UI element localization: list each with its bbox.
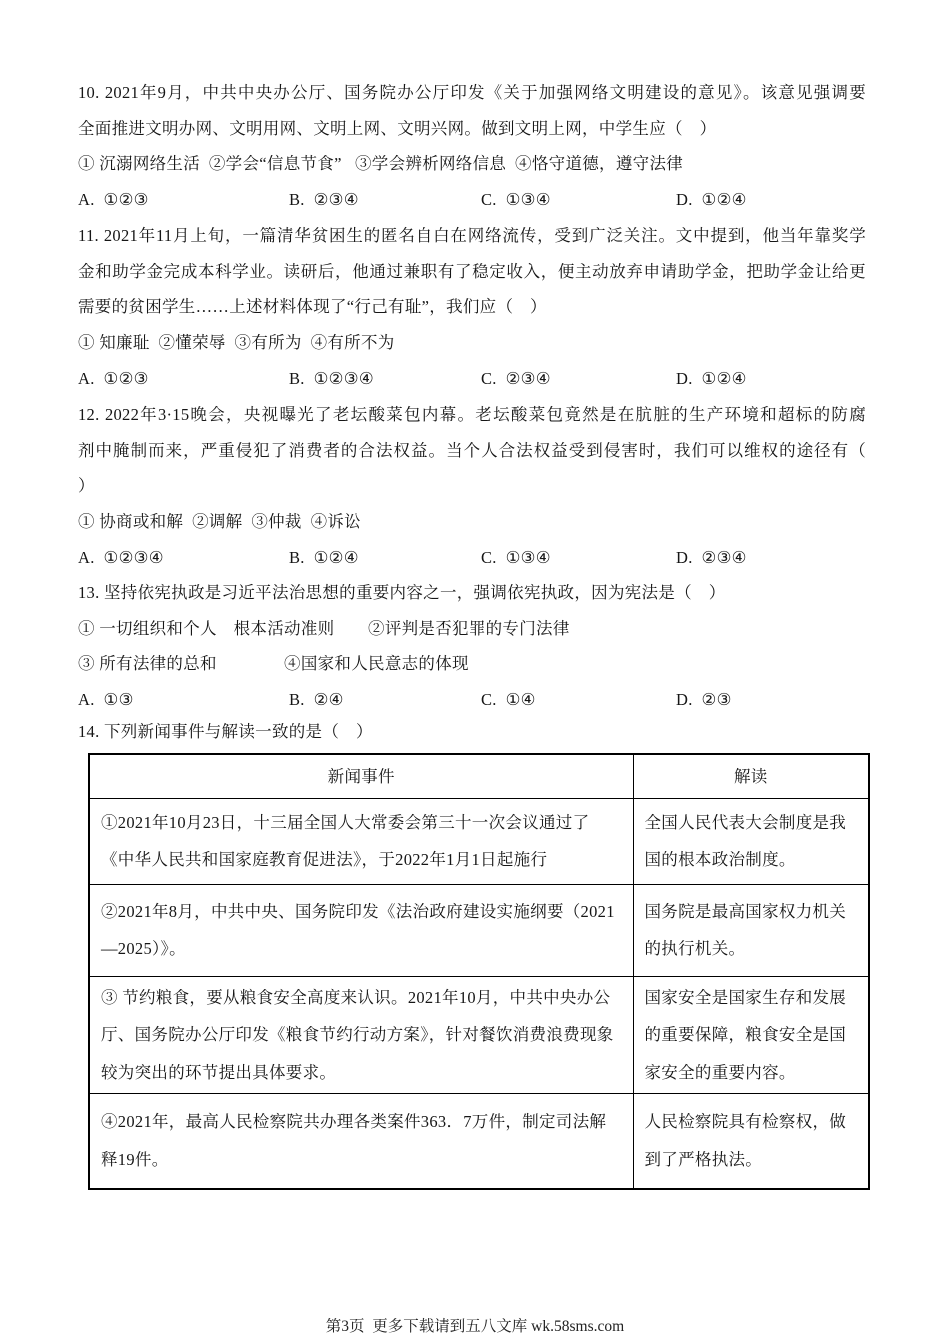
table-row [89, 798, 869, 884]
interpretation-cell: 全国人民代表大会制度是我国的根本政治制度。 [633, 798, 869, 884]
question-13 [78, 575, 866, 718]
question-11-stem-line-3: 需要的贫困学生……上述材料体现了“行己有耻”，我们应（ ） [78, 297, 547, 317]
question-12-items: ① 协商或和解 ②调解 ③仲裁 ④诉讼 [78, 512, 361, 532]
question-12-choice-a: A. ①②③④ [78, 547, 164, 567]
question-11-choice-c: C. ②③④ [481, 368, 551, 388]
question-12-stem-line-1: 12. 2022年3·15晚会，央视曝光了老坛酸菜包内幕。老坛酸菜包竟然是在肮脏的生产环境和超标的防腐 [78, 405, 866, 424]
question-10-choice-b: B. ②③④ [289, 190, 359, 210]
question-13-items-line-2: ③ 所有法律的总和 ④国家和人民意志的体现 [78, 654, 469, 674]
question-10-choice-c: C. ①③④ [481, 190, 551, 210]
question-11-stem-line-1: 11. 2021年11月上旬，一篇清华贫困生的匿名自白在网络流传，受到广泛关注。文中提到，他当年靠奖学 [78, 226, 866, 245]
table-row [89, 884, 869, 976]
question-12-stem-line-3: ） [78, 476, 95, 496]
question-14-table [88, 753, 870, 1190]
question-12 [78, 397, 866, 575]
question-12-choice-d: D. ②③④ [676, 547, 747, 567]
page-footer: 第3页 更多下载请到五八文库 wk.58sms.com [325, 1318, 625, 1335]
interpretation-cell: 人民检察院具有检察权，做到了严格执法。 [633, 1094, 869, 1189]
question-14 [78, 714, 866, 750]
question-11-choice-b: B. ①②③④ [289, 368, 374, 388]
table-row [89, 1094, 869, 1189]
question-10-stem-line-2: 全面推进文明办网、文明用网、文明上网、文明兴网。做到文明上网，中学生应（ ） [78, 118, 717, 138]
question-12-choice-b: B. ①②④ [289, 547, 359, 567]
news-event-cell: ②2021年8月，中共中央、国务院印发《法治政府建设实施纲要（2021—2025）》。 [89, 884, 633, 976]
question-10 [78, 75, 866, 218]
question-13-items-line-1: ① 一切组织和个人 根本活动准则 ②评判是否犯罪的专门法律 [78, 618, 570, 638]
question-13-choices [78, 682, 866, 718]
table-header-news-event: 新闻事件 [89, 754, 633, 798]
question-10-choices [78, 182, 866, 218]
question-13-stem-line-1: 13. 坚持依宪执政是习近平法治思想的重要内容之一，强调依宪执政，因为宪法是（ ） [78, 583, 726, 602]
interpretation-cell: 国务院是最高国家权力机关的执行机关。 [633, 884, 869, 976]
question-10-choice-d: D. ①②④ [676, 190, 747, 210]
question-13-choice-d: D. ②③ [676, 690, 732, 710]
news-event-cell: ④2021年，最高人民检察院共办理各类案件363．7万件，制定司法解释19件。 [89, 1094, 633, 1189]
question-14-stem-line-1: 14. 下列新闻事件与解读一致的是（ ） [78, 722, 373, 741]
question-11-choices [78, 361, 866, 397]
interpretation-cell: 国家安全是国家生存和发展的重要保障，粮食安全是国家安全的重要内容。 [633, 976, 869, 1094]
question-11-choice-a: A. ①②③ [78, 368, 149, 388]
news-event-cell: ①2021年10月23日，十三届全国人大常委会第三十一次会议通过了《中华人民共和国家庭教育促进法》，于2022年1月1日起施行 [89, 798, 633, 884]
question-10-stem-line-1: 10. 2021年9月，中共中央办公厅、国务院办公厅印发《关于加强网络文明建设的意见》。该意见强调要 [78, 83, 866, 102]
question-13-choice-b: B. ②④ [289, 690, 344, 710]
question-11-items: ① 知廉耻 ②懂荣辱 ③有所为 ④有所不为 [78, 333, 395, 353]
question-10-items: ① 沉溺网络生活 ②学会“信息节食” ③学会辨析网络信息 ④恪守道德，遵守法律 [78, 154, 684, 174]
question-12-stem-line-2: 剂中腌制而来，严重侵犯了消费者的合法权益。当个人合法权益受到侵害时，我们可以维权的途径有（ [78, 440, 866, 460]
news-event-cell: ③ 节约粮食，要从粮食安全高度来认识。2021年10月，中共中央办公厅、国务院办公厅印发《粮食节约行动方案》，针对餐饮消费浪费现象较为突出的环节提出具体要求。 [89, 976, 633, 1094]
question-11 [78, 218, 866, 396]
table-header-interpretation: 解读 [633, 754, 869, 798]
question-12-choices [78, 540, 866, 576]
table-row [89, 976, 869, 1094]
question-11-choice-d: D. ①②④ [676, 368, 747, 388]
question-10-choice-a: A. ①②③ [78, 190, 149, 210]
question-11-stem-line-2: 金和助学金完成本科学业。读研后，他通过兼职有了稳定收入，便主动放弃申请助学金，把助学金让给更 [78, 261, 866, 281]
question-12-choice-c: C. ①③④ [481, 547, 551, 567]
table-header-row [89, 754, 869, 798]
question-13-choice-c: C. ①④ [481, 690, 536, 710]
question-13-choice-a: A. ①③ [78, 690, 134, 710]
